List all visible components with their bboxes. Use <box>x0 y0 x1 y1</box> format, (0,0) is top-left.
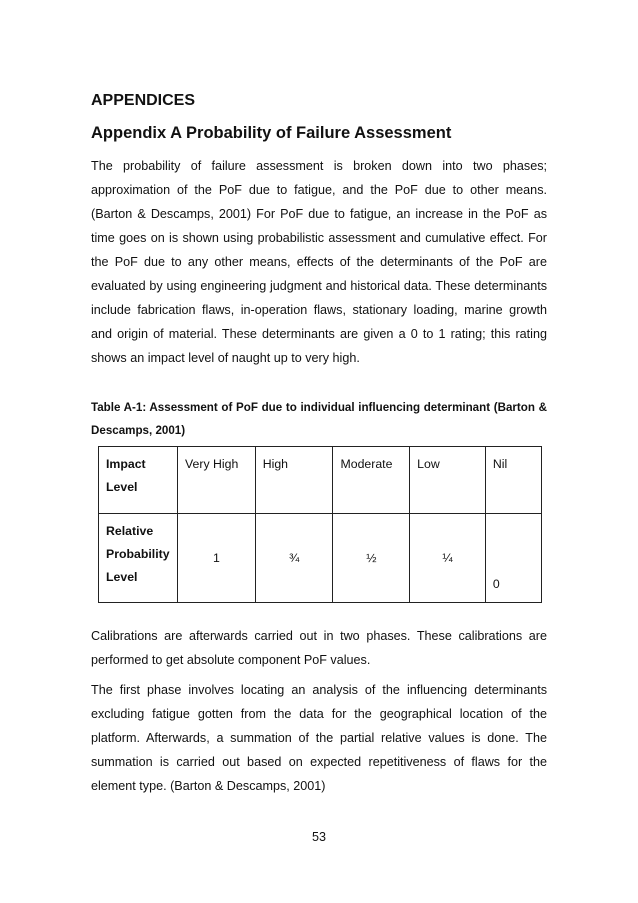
intro-paragraph: The probability of failure assessment is broken down into two phases; approximation of the PoF due to fatigue, and the PoF due to other means. (Barton & Descamps, 2001) For PoF due to fatigue, an increase in the PoF as time goes on is shown using probabilistic assessment and cumulative effect. For the PoF due to any other means, effects of the determinants of the PoF are evaluated by using engineering judgment and historical data. These determinants include fabrication flaws, in-operation flaws, stationary loading, marine growth and origin of material. These determinants are given a 0 to 1 rating; this rating shows an impact level of naught up to very high. <box>91 159 547 365</box>
appendices-heading: APPENDICES <box>91 92 196 109</box>
pof-assessment-table <box>98 446 542 603</box>
cell-value-high: ¾ <box>255 514 333 603</box>
cell-value-moderate: ½ <box>333 514 410 603</box>
table-caption: Table A-1: Assessment of PoF due to individual influencing determinant (Barton & Descamps, 2001) <box>91 401 547 437</box>
cell-nil: Nil <box>485 447 541 514</box>
row-header-impact-level: Impact Level <box>99 447 178 514</box>
cell-high: High <box>255 447 333 514</box>
row-header-relative-probability: Relative Probability Level <box>99 514 178 603</box>
cell-value-very-high: 1 <box>177 514 255 603</box>
table-row-relative-probability <box>99 514 542 603</box>
first-phase-paragraph: The first phase involves locating an analysis of the influencing determinants excluding fatigue gotten from the data for the geographical location of the platform. Afterwards, a summation of the partial relative values is done. The summation is carried out based on expected repetitiveness of flaws for the element type. (Barton & Descamps, 2001) <box>91 683 547 793</box>
cell-very-high: Very High <box>177 447 255 514</box>
cell-value-nil: 0 <box>485 514 541 603</box>
cell-moderate: Moderate <box>333 447 410 514</box>
calibration-paragraph: Calibrations are afterwards carried out in two phases. These calibrations are performed to get absolute component PoF values. <box>91 629 547 667</box>
cell-low: Low <box>410 447 486 514</box>
appendix-a-title: Appendix A Probability of Failure Assessment <box>91 124 452 142</box>
page-number: 53 <box>311 830 326 844</box>
cell-value-low: ¼ <box>410 514 486 603</box>
table-row-impact-level <box>99 447 542 514</box>
